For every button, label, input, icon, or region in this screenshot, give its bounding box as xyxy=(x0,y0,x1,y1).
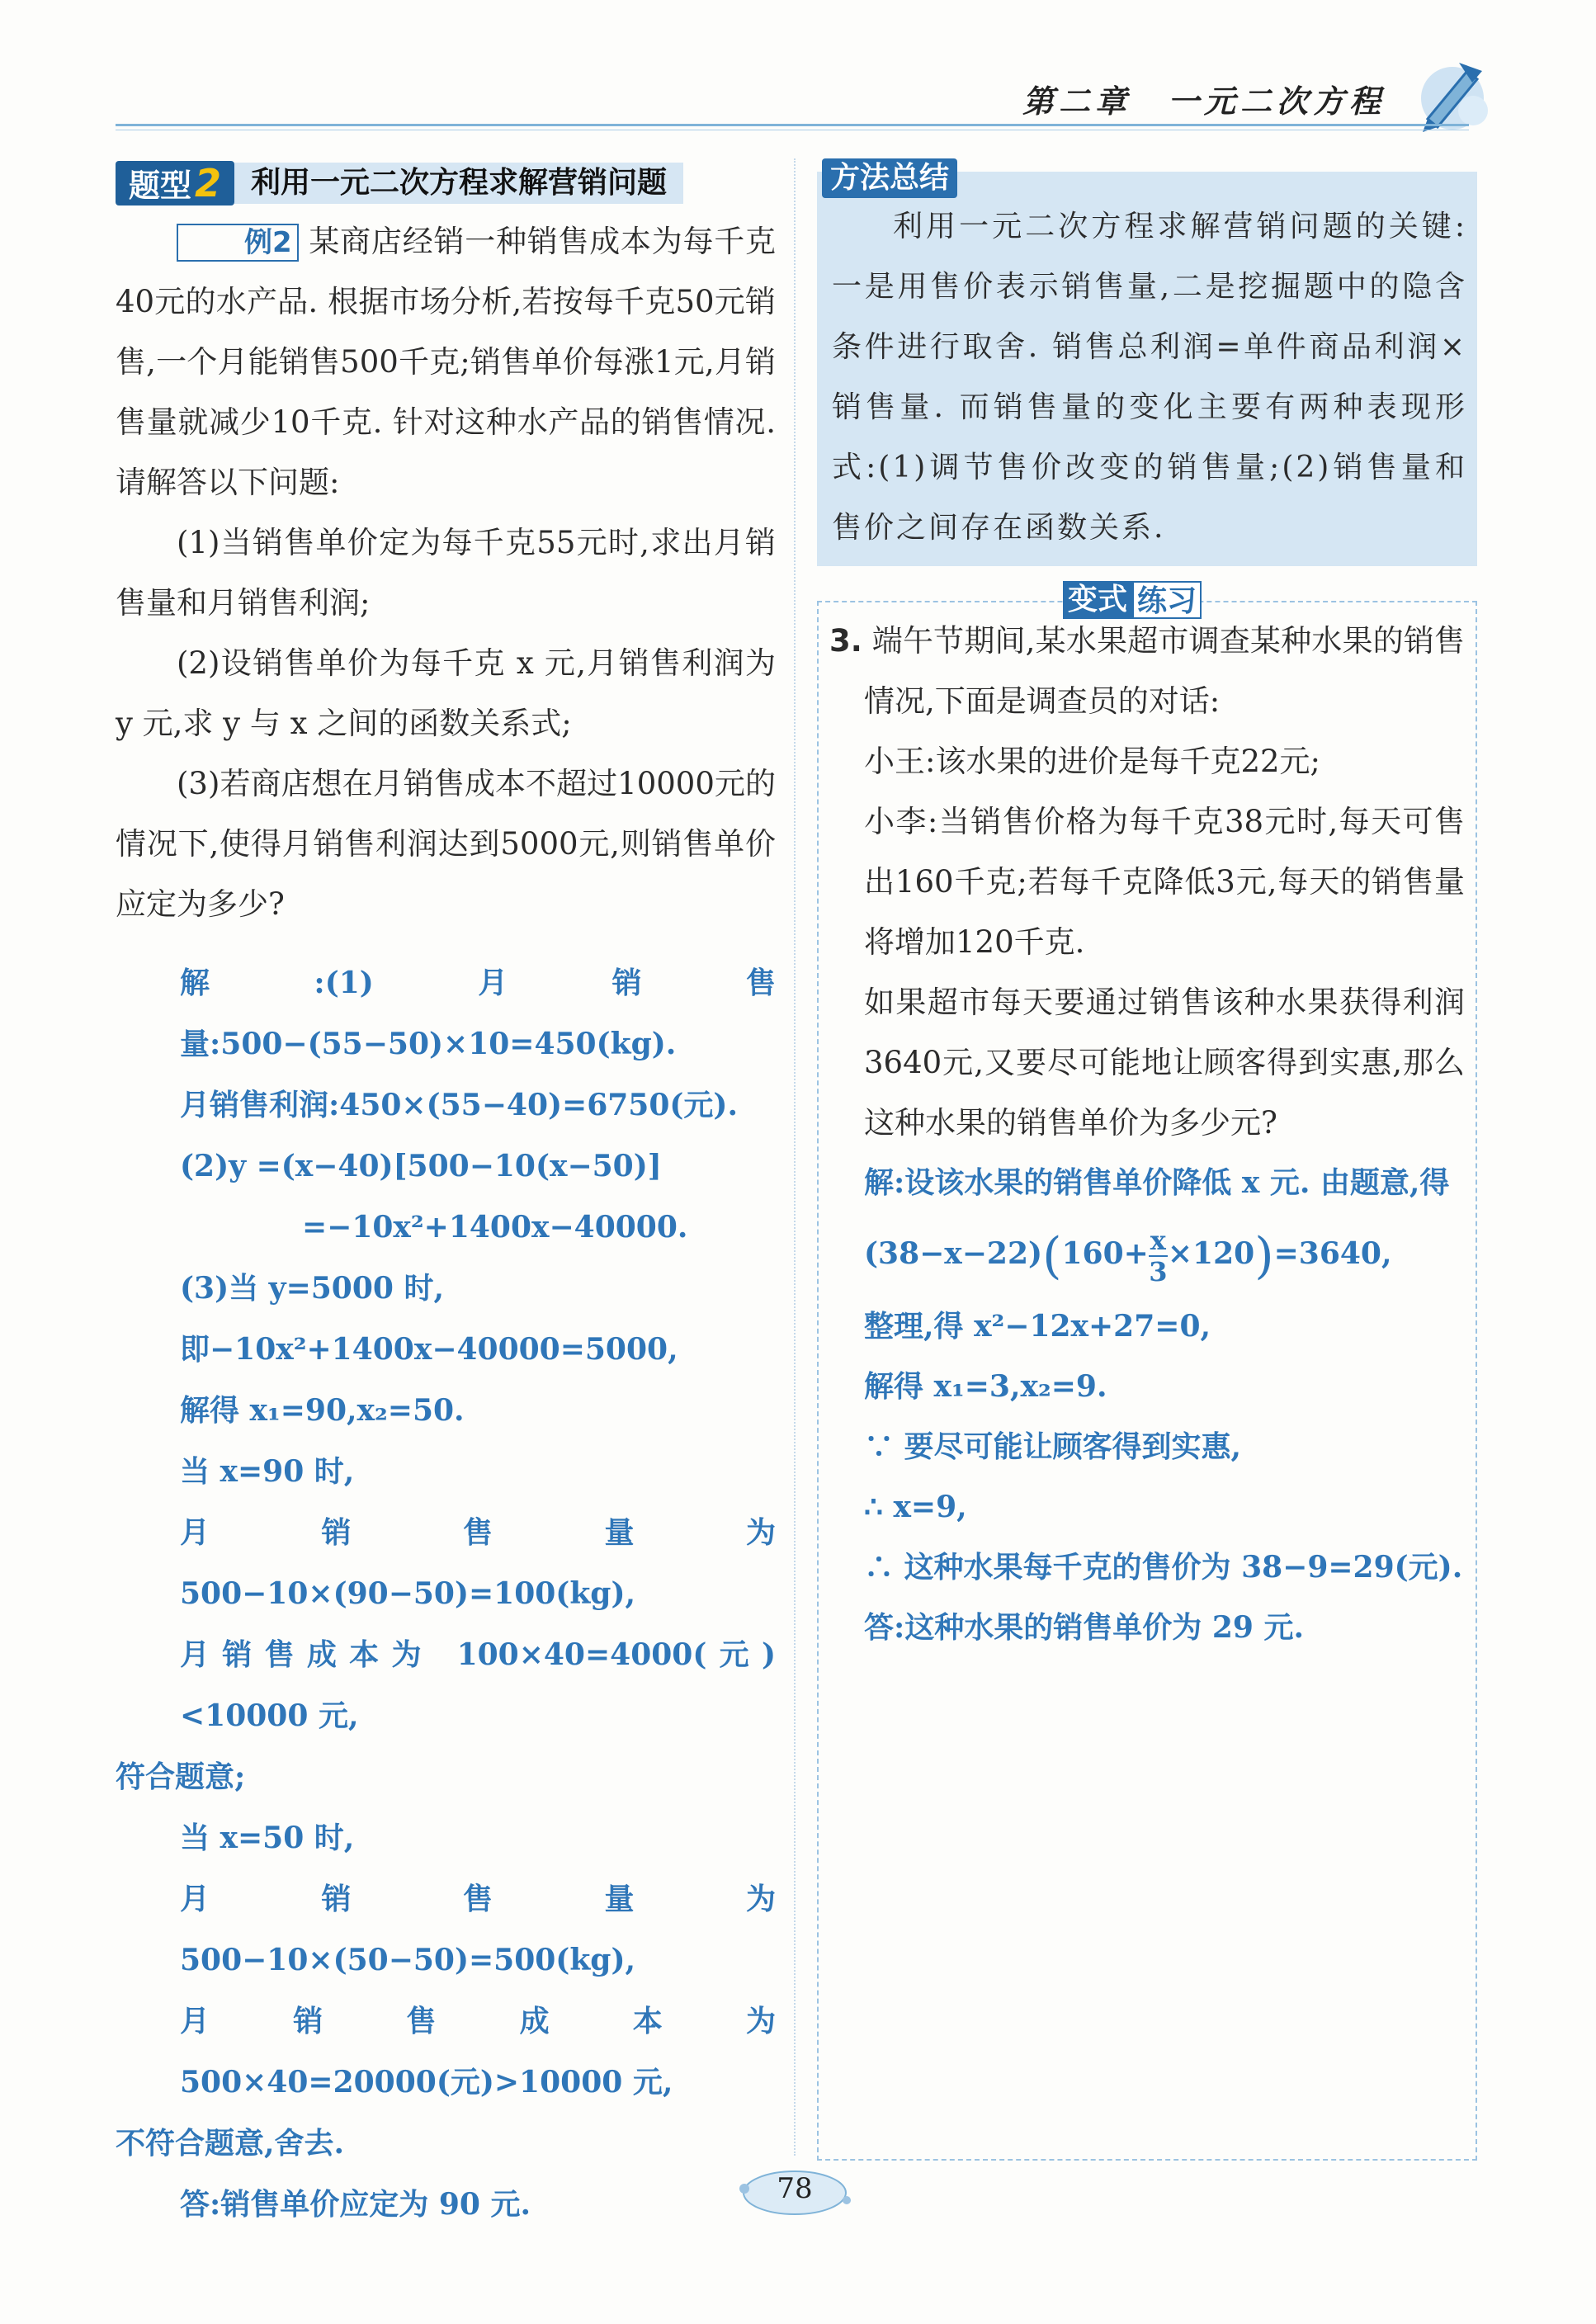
example-solution xyxy=(116,952,776,2235)
solution-line: 月销售成本为 100×40=4000(元)<10000 元, xyxy=(180,1637,776,1733)
section-badge-text: 题型 xyxy=(129,168,192,204)
solution-line: 月销售利润:450×(55−40)=6750(元). xyxy=(180,1088,738,1122)
page-number: 78 xyxy=(777,2172,813,2205)
solution-line: 解:(1)月销售量:500−(55−50)×10=450(kg). xyxy=(180,966,776,1061)
question-ask: 如果超市每天要通过销售该种水果获得利润3640元,又要尽可能地让顾客得到实惠,那么这种水果的销售单价为多少元? xyxy=(864,985,1465,1141)
answer-line: 答:这种水果的销售单价为 29 元. xyxy=(864,1610,1304,1645)
answer-line: ∵ 要尽可能让顾客得到实惠, xyxy=(864,1429,1242,1464)
equation-end: =3640, xyxy=(1273,1236,1392,1271)
paren-open: ( xyxy=(1042,1227,1062,1285)
example-question-1: (1)当销售单价定为每千克55元时,求出月销售量和月销售利润; xyxy=(116,525,776,621)
section-heading xyxy=(116,158,683,208)
method-summary-text: 利用一元二次方程求解营销问题的关键:一是用售价表示销售量,二是挖掘题中的隐含条件进行取舍. 销售总利润=单件商品利润×销售量. 而销售量的变化主要有两种表现形式:(1)调节售价改变的销售量;(2)销售量和售价之间存在函数关系. xyxy=(832,210,1467,545)
answer-line: 解得 x₁=3,x₂=9. xyxy=(864,1369,1107,1404)
section-title: 利用一元二次方程求解营销问题 xyxy=(234,163,683,204)
example-question-2: (2)设销售单价为每千克 x 元,月销售利润为 y 元,求 y 与 x 之间的函数关系式; xyxy=(116,645,776,741)
variant-exercise xyxy=(829,611,1465,1658)
solution-line: 月销售量为 500−10×(50−50)=500(kg), xyxy=(180,1882,776,1977)
fraction-denominator: 3 xyxy=(1149,1256,1168,1287)
solution-line: 当 x=90 时, xyxy=(180,1454,355,1489)
method-summary-label: 方法总结 xyxy=(822,158,957,198)
solution-line: 解得 x₁=90,x₂=50. xyxy=(180,1393,465,1428)
variant-label-part-b: 练习 xyxy=(1132,581,1202,619)
solution-line: =−10x²+1400x−40000. xyxy=(302,1210,688,1245)
answer-line: ∴ x=9, xyxy=(864,1490,967,1524)
equation-left: (38−x−22) xyxy=(864,1236,1043,1271)
section-number: 2 xyxy=(195,161,222,205)
section-badge xyxy=(116,161,234,205)
dialogue-wang: 小王:该水果的进价是每千克22元; xyxy=(864,744,1321,779)
solution-line: 月销售成本为 500×40=20000(元)>10000 元, xyxy=(180,2004,776,2100)
chapter-title: 第二章 一元二次方程 xyxy=(1022,83,1386,120)
variant-label-part-a: 变式 xyxy=(1063,581,1132,619)
solution-line: 当 x=50 时, xyxy=(180,1821,355,1855)
column-divider xyxy=(794,158,796,2156)
answer-line: 整理,得 x²−12x+27=0, xyxy=(864,1309,1211,1344)
example-problem-text: 某商店经销一种销售成本为每千克40元的水产品. 根据市场分析,若按每千克50元销售,一个月能销售500千克;销售单价每涨1元,月销售量就减少10千克. 针对这种水产品的销售情况. 请解答以下问题: xyxy=(116,224,776,500)
pen-icon xyxy=(1403,53,1494,135)
equation-right: ×120 xyxy=(1167,1236,1255,1271)
solution-line: (3)当 y=5000 时, xyxy=(180,1271,444,1306)
example-problem xyxy=(116,211,776,934)
solution-line: 即−10x²+1400x−40000=5000, xyxy=(180,1332,678,1367)
paren-close: ) xyxy=(1254,1227,1274,1285)
question-number: 3. xyxy=(829,623,862,659)
equation-mid: 160+ xyxy=(1061,1236,1149,1271)
fraction-numerator: x xyxy=(1150,1225,1166,1256)
example-question-3: (3)若商店想在月销售成本不超过10000元的情况下,使得月销售利润达到5000元,则销售单价应定为多少? xyxy=(116,766,776,922)
answer-line: ∴ 这种水果每千克的售价为 38−9=29(元). xyxy=(864,1550,1463,1585)
solution-line: 答:销售单价应定为 90 元. xyxy=(180,2187,531,2222)
fraction xyxy=(1149,1226,1168,1287)
solution-line: 符合题意; xyxy=(116,1760,246,1794)
answer-line: 解:设该水果的销售单价降低 x 元. 由题意,得 xyxy=(864,1165,1450,1200)
question-text: 端午节期间,某水果超市调查某种水果的销售情况,下面是调查员的对话: xyxy=(864,623,1465,719)
answer-equation xyxy=(829,1216,1465,1293)
dialogue-li: 小李:当销售价格为每千克38元时,每天可售出160千克;若每千克降低3元,每天的销售量将增加120千克. xyxy=(864,804,1465,960)
example-label: 例2 xyxy=(177,224,299,262)
solution-line: (2)y =(x−40)[500−10(x−50)] xyxy=(180,1149,662,1183)
solution-line: 不符合题意,舍去. xyxy=(116,2126,345,2161)
header-rule xyxy=(116,124,1469,126)
solution-line: 月销售量为 500−10×(90−50)=100(kg), xyxy=(180,1515,776,1611)
